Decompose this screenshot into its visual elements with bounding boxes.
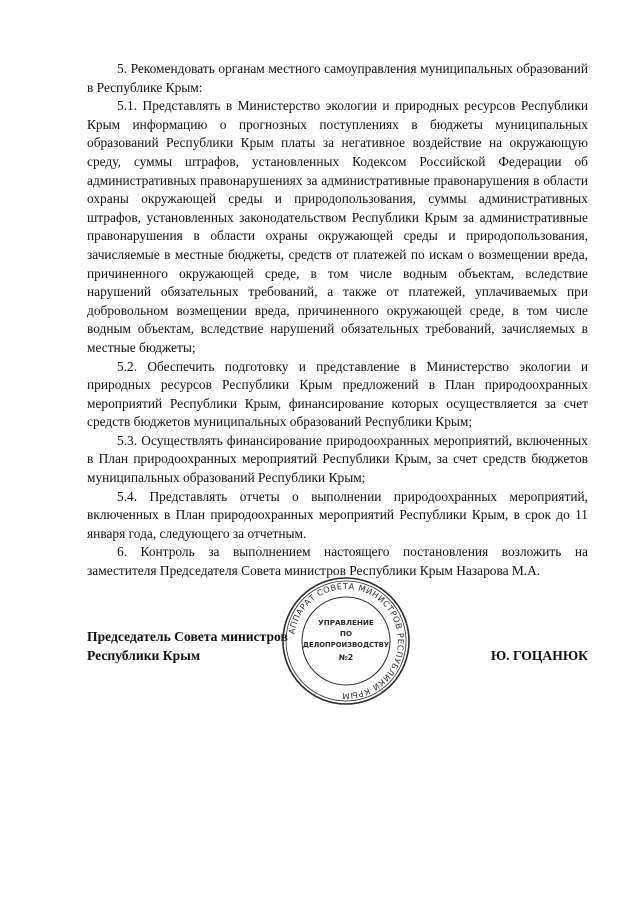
- signatory-title: [87, 628, 288, 665]
- stamp-ring-text: АППАРАТ СОВЕТА МИНИСТРОВ РЕСПУБЛИКИ КРЫМ: [286, 580, 407, 702]
- official-stamp: [280, 575, 412, 707]
- document-body: [87, 60, 588, 581]
- paragraph-5-2: 5.2. Обеспечить подготовку и представление в Министерство экологии и природных ресурсов Республики Крым предложений в План природоохранных мероприятий Республики Крым, финансирование которых осуществляется за счет средств бюджетов муниципальных образований Республики Крым;: [87, 358, 588, 430]
- stamp-line3: ДЕЛОПРОИЗВОДСТВУ: [302, 641, 390, 649]
- stamp-line1: УПРАВЛЕНИЕ: [318, 618, 374, 627]
- paragraph-5-1: 5.1. Представлять в Министерство экологии и природных ресурсов Республики Крым информацию о прогнозных поступлениях в бюджеты муниципальных образований Республики Крым платы за негативное воздействие на окружающую среду, суммы штрафов, установленных Кодексом Российской Федерации об административных правонарушениях за административные правонарушения в области охраны окружающей среды и природопользования, суммы административных штрафов, установленных законодательством Республики Крым за административные правонарушения в области охраны окружающей среды и природопользования, зачисляемые в местные бюджеты, средств от платежей по искам о возмещении вреда, причиненного окружающей среде, в том числе водным объектам, вследствие нарушений обязательных требований, а также от платежей, уплачиваемых при добровольном возмещении вреда, причиненного окружающей среде, в том числе водным объектам, вследствие нарушений обязательных требований, зачисляемых в местные бюджеты;: [87, 98, 588, 355]
- signatory-name: Ю. ГОЦАНЮК: [490, 647, 588, 663]
- stamp-line4: №2: [338, 653, 354, 662]
- signatory-title-line2: Республики Крым: [87, 647, 201, 663]
- paragraph-5-3: 5.3. Осуществлять финансирование природоохранных мероприятий, включенных в План природоохранных мероприятий Республики Крым, за счет средств бюджетов муниципальных образований Республики Крым;: [87, 432, 588, 486]
- paragraph-5-4: 5.4. Представлять отчеты о выполнении природоохранных мероприятий, включенных в План природоохранных мероприятий Республики Крым, в срок до 11 января года, следующего за отчетным.: [87, 488, 588, 541]
- paragraph-6: 6. Контроль за выполнением настоящего постановления возложить на заместителя Председателя Совета министров Республики Крым Назарова М.А.: [87, 544, 588, 579]
- paragraph-5: 5. Рекомендовать органам местного самоуправления муниципальных образований в Республике Крым:: [87, 61, 588, 95]
- signatory-title-line1: Председатель Совета министров: [87, 629, 288, 644]
- stamp-line2: ПО: [339, 629, 353, 638]
